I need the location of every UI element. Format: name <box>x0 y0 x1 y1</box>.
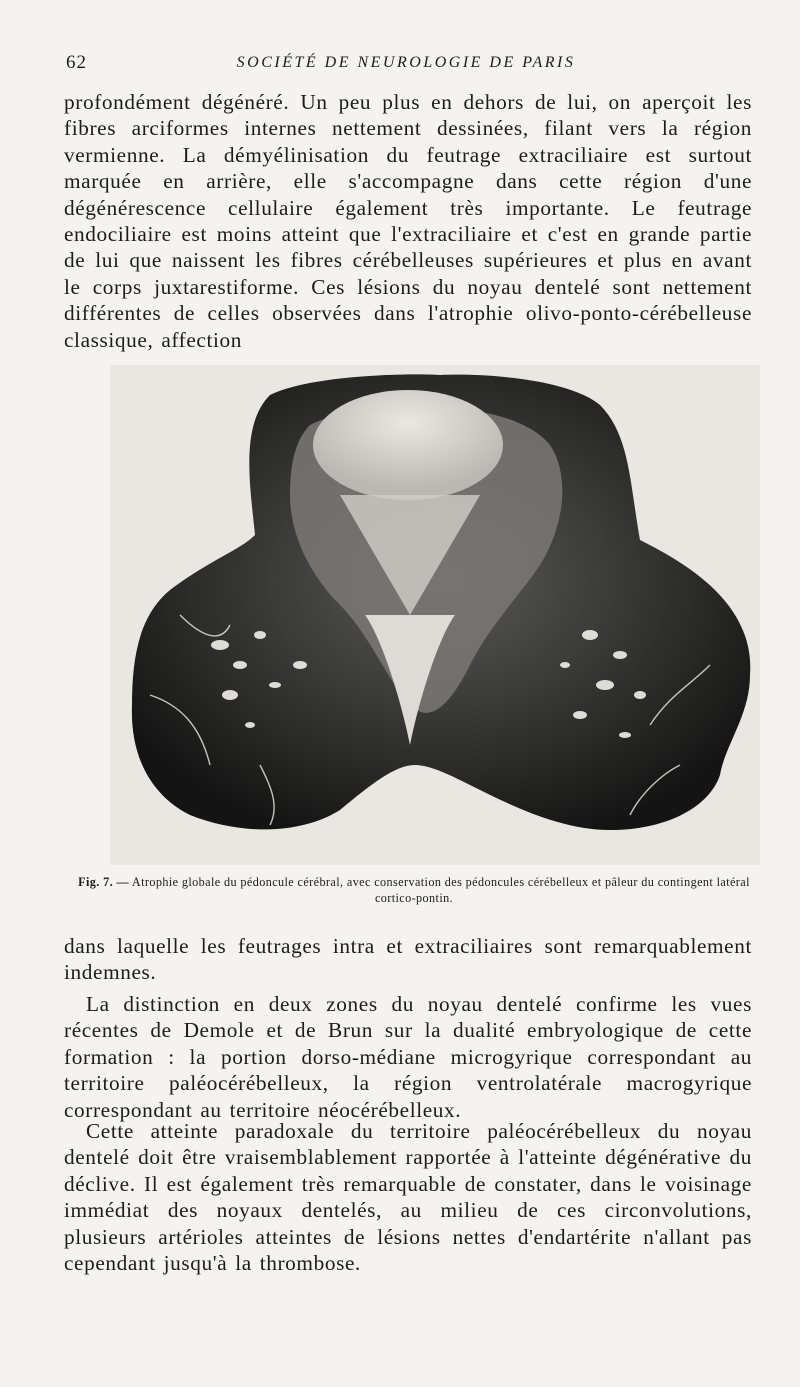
caption-text: Atrophie globale du pédoncule cérébral, avec conservation des pédoncules cérébelleux et pâleur du contingent latéral cortico-pontin. <box>129 875 750 905</box>
caption-label: Fig. 7. — <box>78 875 130 889</box>
running-title: SOCIÉTÉ DE NEUROLOGIE DE PARIS <box>236 54 576 71</box>
paragraph-2: dans laquelle les feutrages intra et extraciliaires sont remarquablement indemnes. <box>64 934 752 985</box>
page-number: 62 <box>66 52 87 73</box>
paragraph-3: La distinction en deux zones du noyau dentelé confirme les vues récentes de Demole et de Brun sur la dualité embryologique de cette formation : la portion dorso-médiane microgyrique correspondant au territoire paléocérébelleux, la région ventrolatérale macrogyrique correspondant au territoire néocérébelleux. <box>64 992 752 1122</box>
figure-caption <box>70 874 758 906</box>
paragraph-1: profondément dégénéré. Un peu plus en dehors de lui, on aperçoit les fibres arciformes internes nettement dessinées, filant vers la région vermienne. La démyélinisation du feutrage extraciliaire est surtout marquée en arrière, elle s'accompagne dans cette région d'une dégénérescence cellulaire également très importante. Le feutrage endociliaire est moins atteint que l'extraciliaire et c'est en grande partie de lui que naissent les fibres cérébelleuses supérieures et plus en avant le corps juxtarestiforme. Ces lésions du noyau dentelé sont nettement différentes de celles observées dans l'atrophie olivo-ponto-cérébelleuse classique, affection <box>64 90 752 352</box>
paragraph-4: Cette atteinte paradoxale du territoire paléocérébelleux du noyau dentelé doit être vraisemblablement rapportée à l'atteinte dégénérative du déclive. Il est également très remarquable de constater, dans le voisinage immédiat des noyaux dentelés, au milieu de ces circonvolutions, plusieurs artérioles atteintes de lésions nettes d'endartérite n'allant pas cependant jusqu'à la thrombose. <box>64 1119 752 1276</box>
brain-section-figure <box>110 365 760 865</box>
running-header <box>66 52 746 82</box>
pale-dorsal-area <box>313 390 503 500</box>
